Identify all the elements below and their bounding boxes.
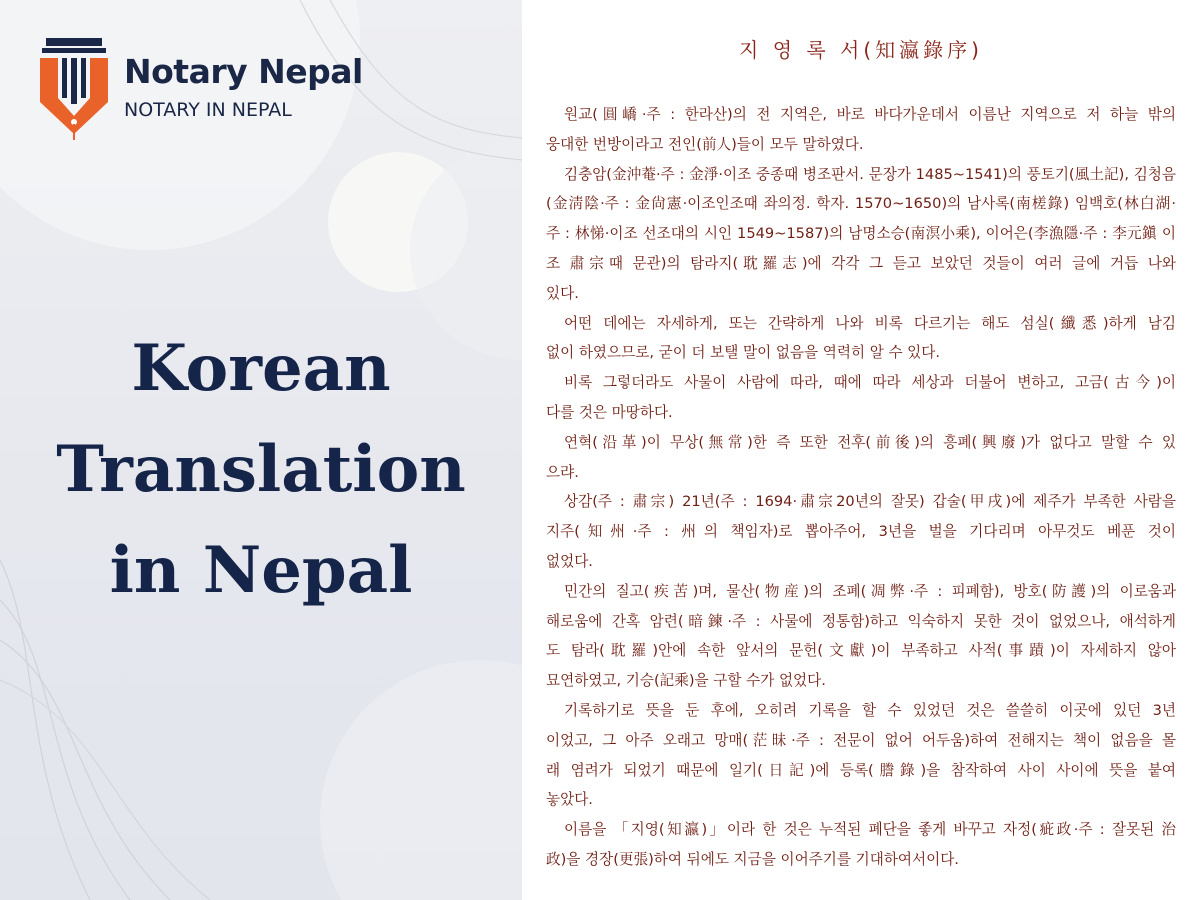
document-line: 지주(知州·주 : 州의 책임자)로 뽑아주어, 3년을 벌을 기다리며 아무것도 베푼 것이 xyxy=(546,523,1176,541)
document-line: 어떤 데에는 자세하게, 또는 간략하게 나와 비록 다르기는 해도 섬실(纖悉)하게 남김 xyxy=(564,314,1176,332)
document-line: 민간의 질고(疾苦)며, 물산(物産)의 조폐(凋弊·주 : 피폐함), 방호(防護)의 이로움과 xyxy=(564,582,1176,600)
document-line: 웅대한 번방이라고 전인(前人)들이 모두 말하였다. xyxy=(546,135,864,153)
document-line: 조 肅宗때 문관)의 탐라지(耽羅志)에 각각 그 듣고 보았던 것들이 여러 글에 거듭 나와 xyxy=(546,254,1176,272)
document-line: 없이 하였으므로, 굳이 더 보탤 말이 없음을 역력히 알 수 있다. xyxy=(546,344,941,362)
brand-tagline: NOTARY IN NEPAL xyxy=(124,99,292,121)
document-line: 있다. xyxy=(546,284,579,302)
headline-line-3: in Nepal xyxy=(109,533,413,608)
document-line: 원교(圓嶠·주 : 한라산)의 전 지역은, 바로 바다가운데서 이름난 지역으로 저 하늘 밖의 xyxy=(564,106,1176,123)
document-line: 연혁(沿革)이 무상(無常)한 즉 또한 전후(前後)의 흥폐(興廢)가 없다고 말할 수 있 xyxy=(564,433,1176,451)
pillar-pen-logo-icon xyxy=(38,36,110,142)
brand-name: Notary Nepal xyxy=(124,52,363,91)
document-line: 政)을 경장(更張)하여 뒤에도 지금을 이어주기를 기대하여서이다. xyxy=(546,850,959,868)
headline-line-2: Translation xyxy=(56,432,466,507)
document-line: 이었고, 그 아주 오래고 망매(茫昧·주 : 전문이 없어 어두움)하여 전해지는 책이 없음을 몰 xyxy=(546,731,1176,749)
headline-line-1: Korean xyxy=(131,331,391,406)
headline xyxy=(0,318,522,621)
document-line: 으랴. xyxy=(546,463,579,481)
document-line: 이름을 「지영(知瀛)」이라 한 것은 누적된 폐단을 좋게 바꾸고 자정(疵政·주 : 잘못된 治 xyxy=(564,821,1176,839)
document-line: 없었다. xyxy=(546,552,593,570)
document-line: 상감(주 : 肅宗) 21년(주 : 1694·肅宗20년의 잘못) 갑술(甲戌)에 제주가 부족한 사람을 xyxy=(564,493,1176,511)
left-panel xyxy=(0,0,522,900)
document-line: 묘연하였고, 기승(記乘)을 구할 수가 없었다. xyxy=(546,672,826,690)
document-line: 주 : 林悌·이조 선조대의 시인 1549~1587)의 남명소승(南溟小乘), 이어은(李漁隱·주 : 李元鎭 이 xyxy=(546,225,1176,243)
document-line: 놓았다. xyxy=(546,791,593,809)
document-line: 래 염려가 되었기 때문에 일기(日記)에 등록(謄錄)을 참작하여 사이 사이에 뜻을 붙여 xyxy=(546,761,1176,779)
document-line: 김충암(金沖菴·주 : 金淨·이조 중종때 병조판서. 문장가 1485~1541)의 풍토기(風土記), 김청음 xyxy=(564,165,1176,183)
document-body xyxy=(546,100,1176,875)
document-line: 기록하기로 뜻을 둔 후에, 오히려 기록을 할 수 있었던 것은 쓸쓸히 이곳에 있던 3년 xyxy=(564,701,1176,719)
document-line: 비록 그렇더라도 사물이 사람에 따라, 때에 따라 세상과 더불어 변하고, 고금(古今)이 xyxy=(564,374,1176,392)
document-line: 도 탐라(耽羅)안에 속한 앞서의 문헌(文獻)이 부족하고 사적(事蹟)이 자세하지 않아 xyxy=(546,642,1176,660)
document-line: 해로움에 간혹 암련(暗鍊·주 : 사물에 정통함)하고 익숙하지 못한 것이 없었으나, 애석하게 xyxy=(546,612,1176,630)
document-line: (金淸陰·주 : 金尙憲·이조인조때 좌의정. 학자. 1570~1650)의 남사록(南槎錄) 임백호(林白湖· xyxy=(546,195,1176,213)
document-title: 지 영 록 서(知瀛錄序) xyxy=(739,38,983,62)
document-line: 다를 것은 마땅하다. xyxy=(546,403,673,421)
scanned-korean-document xyxy=(522,0,1200,900)
